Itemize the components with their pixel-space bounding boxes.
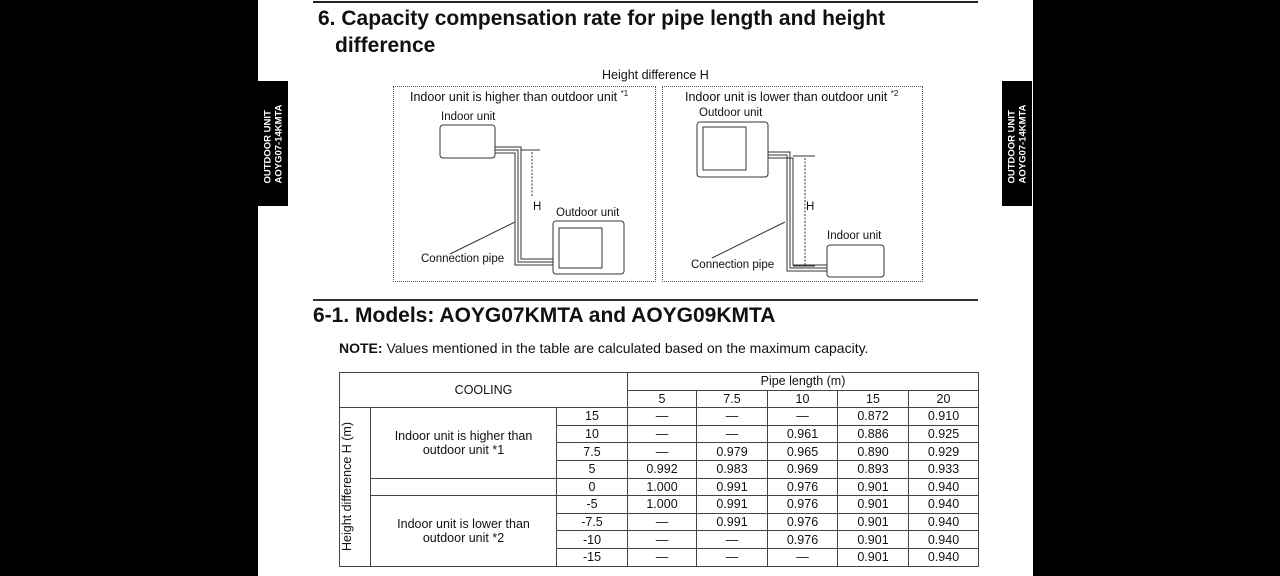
right-pipe-label: Connection pipe — [691, 259, 775, 271]
section-heading-cont: difference — [335, 34, 436, 57]
table-cell: 0.901 — [838, 548, 909, 566]
height-value: -10 — [557, 531, 628, 549]
right-indoor-label: Indoor unit — [827, 230, 882, 242]
right-h-label: H — [806, 201, 815, 213]
group-lower-label: Indoor unit is lower than outdoor unit *2 — [371, 496, 557, 566]
table-cell: — — [697, 425, 768, 443]
right-panel-caption: Indoor unit is lower than outdoor unit $^{*2}$ — [685, 89, 899, 105]
subsection-heading: 6-1. Models: AOYG07KMTA and AOYG09KMTA — [313, 304, 776, 327]
height-value: 10 — [557, 425, 628, 443]
figure-title: Height difference H — [602, 68, 709, 82]
table-cell: 0.940 — [909, 531, 979, 549]
height-value: 15 — [557, 408, 628, 426]
table-cell: 1.000 — [628, 478, 697, 496]
table-cell: — — [768, 548, 838, 566]
table-cell: — — [697, 408, 768, 426]
right-diagram — [697, 122, 884, 277]
table-cell: — — [628, 425, 697, 443]
table-cell: 0.910 — [909, 408, 979, 426]
table-cell: 0.979 — [697, 443, 768, 461]
table-cell: — — [628, 531, 697, 549]
table-cell: 0.976 — [768, 496, 838, 514]
height-value: -5 — [557, 496, 628, 514]
table-cell: 0.940 — [909, 478, 979, 496]
left-indoor-label: Indoor unit — [441, 111, 496, 123]
table-cell: 0.976 — [768, 478, 838, 496]
table-cell: 0.901 — [838, 478, 909, 496]
indoor-unit-shape — [440, 125, 495, 158]
table-cell: 0.969 — [768, 460, 838, 478]
table-cell: 0.976 — [768, 513, 838, 531]
table-cell: — — [628, 548, 697, 566]
table-cell: — — [697, 548, 768, 566]
table-cell: 0.983 — [697, 460, 768, 478]
side-tab-line1: OUTDOOR UNIT — [262, 109, 274, 184]
pipe-length-header: Pipe length (m) — [628, 373, 979, 391]
pipe-length-col: 15 — [838, 390, 909, 408]
side-tab-line1: OUTDOOR UNIT — [1006, 109, 1018, 184]
table-row — [340, 408, 979, 426]
cooling-header: COOLING — [340, 373, 628, 408]
table-cell: — — [628, 443, 697, 461]
note-label: NOTE: — [339, 340, 383, 356]
section-divider — [313, 299, 978, 301]
pipe-length-col: 10 — [768, 390, 838, 408]
table-cell: 0.890 — [838, 443, 909, 461]
side-tab-line2: AOYG07-14KMTA — [273, 103, 285, 184]
table-cell: 0.991 — [697, 478, 768, 496]
table-cell: — — [768, 408, 838, 426]
left-outdoor-label: Outdoor unit — [556, 207, 620, 219]
table-cell: 0.901 — [838, 513, 909, 531]
note-text: NOTE: Values mentioned in the table are calculated based on the maximum capacity. — [339, 340, 869, 356]
table-cell: 0.976 — [768, 531, 838, 549]
table-cell: — — [628, 513, 697, 531]
table-cell: 0.929 — [909, 443, 979, 461]
table-cell: 0.940 — [909, 548, 979, 566]
height-axis-label: Height difference H (m) — [340, 422, 354, 552]
outdoor-unit-shape — [697, 122, 768, 177]
table-cell: 0.893 — [838, 460, 909, 478]
height-value: 5 — [557, 460, 628, 478]
table-cell: 0.991 — [697, 513, 768, 531]
pipe-length-col: 7.5 — [697, 390, 768, 408]
left-panel-caption: Indoor unit is higher than outdoor unit $^{*1}$ — [410, 89, 629, 105]
table-cell: 0.901 — [838, 531, 909, 549]
table-cell: 0.965 — [768, 443, 838, 461]
table-cell: 0.872 — [838, 408, 909, 426]
left-h-label: H — [533, 201, 542, 213]
right-outdoor-label: Outdoor unit — [699, 107, 763, 119]
table-cell: — — [697, 531, 768, 549]
pipe-length-col: 5 — [628, 390, 697, 408]
table-cell: 0.940 — [909, 496, 979, 514]
height-value: 0 — [557, 478, 628, 496]
left-pipe-label: Connection pipe — [421, 253, 505, 265]
table-cell: — — [628, 408, 697, 426]
height-value: -7.5 — [557, 513, 628, 531]
pipe-length-col: 20 — [909, 390, 979, 408]
height-axis-cell — [340, 408, 371, 566]
table-cell: 0.961 — [768, 425, 838, 443]
table-cell: 1.000 — [628, 496, 697, 514]
group-higher-label: Indoor unit is higher than outdoor unit *1 — [371, 408, 557, 478]
table-cell: 0.886 — [838, 425, 909, 443]
section-heading: 6. Capacity compensation rate for pipe length and height — [318, 7, 886, 30]
left-diagram — [440, 125, 624, 274]
height-value: 7.5 — [557, 443, 628, 461]
table-cell: 0.991 — [697, 496, 768, 514]
height-value: -15 — [557, 548, 628, 566]
table-cell: 0.933 — [909, 460, 979, 478]
table-cell: 0.901 — [838, 496, 909, 514]
table-cell: 0.925 — [909, 425, 979, 443]
table-cell: 0.992 — [628, 460, 697, 478]
outdoor-fan-shape — [703, 127, 746, 170]
indoor-unit-shape — [827, 245, 884, 277]
outdoor-fan-shape — [559, 228, 602, 268]
group-spacer — [371, 478, 557, 496]
capacity-table — [339, 372, 979, 567]
table-cell: 0.940 — [909, 513, 979, 531]
outdoor-unit-shape — [553, 221, 624, 274]
table-row — [340, 496, 979, 514]
table-row — [340, 478, 979, 496]
side-tab-line2: AOYG07-14KMTA — [1017, 103, 1029, 184]
